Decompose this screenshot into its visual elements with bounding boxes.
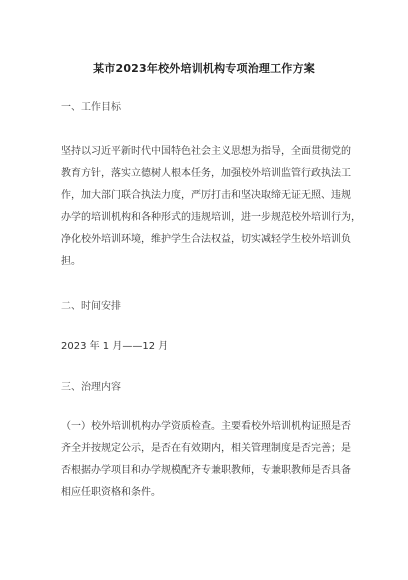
paragraph-line: 坚持以习近平新时代中国特色社会主义思想为指导，全面贯彻党的 [61, 146, 351, 157]
paragraph-line: 否根据办学项目和办学规模配齐专兼职教师，专兼职教师是否具备 [61, 465, 351, 476]
section-heading-schedule: 二、时间安排 [61, 301, 121, 312]
paragraph-line: 担。 [61, 256, 81, 267]
section-heading-content: 三、治理内容 [61, 382, 121, 393]
section-heading-goals: 一、工作目标 [61, 102, 121, 113]
section-body-content [61, 416, 361, 504]
paragraph-line: 齐全并按规定公示，是否在有效期内，相关管理制度是否完善；是 [61, 443, 351, 454]
paragraph-line: 相应任职资格和条件。 [61, 487, 161, 498]
schedule-period: 2023 年 1 月——12 月 [61, 341, 169, 352]
paragraph-line: 作，加大部门联合执法力度，严厉打击和坚决取缔无证无照、违规 [61, 190, 351, 201]
paragraph-line: 办学的培训机构和各种形式的违规培训，进一步规范校外培训行为， [61, 212, 361, 223]
document-title: 某市2023年校外培训机构专项治理工作方案 [93, 62, 315, 75]
paragraph-line: （一）校外培训机构办学资质检查。主要看校外培训机构证照是否 [61, 421, 351, 432]
paragraph-line: 净化校外培训环境，维护学生合法权益，切实减轻学生校外培训负 [61, 234, 351, 245]
section-body-goals [61, 141, 361, 273]
paragraph-line: 教育方针，落实立德树人根本任务，加强校外培训监管行政执法工 [61, 168, 351, 179]
